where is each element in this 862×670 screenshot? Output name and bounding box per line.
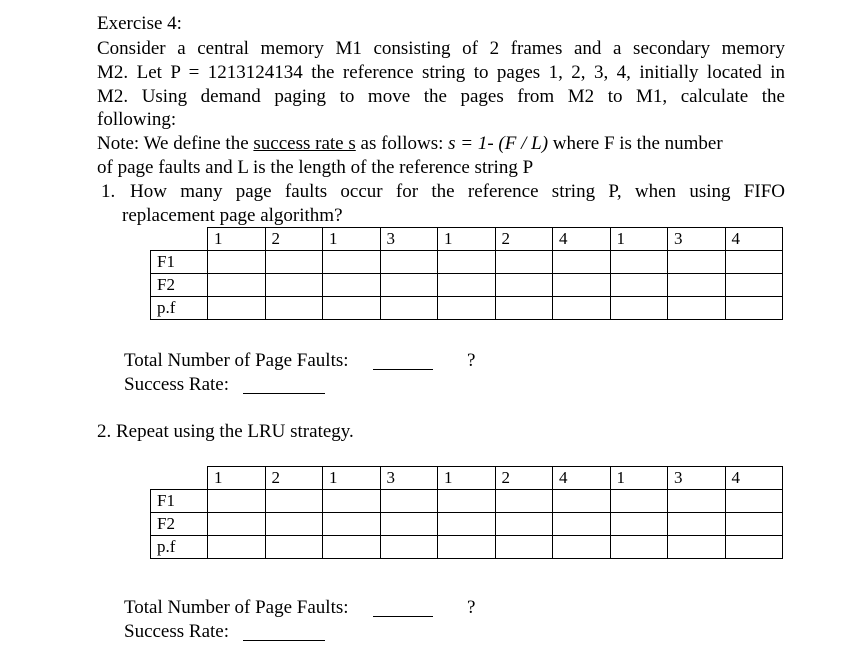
lru-row-label: F1 — [151, 490, 208, 513]
q2-total-blank — [373, 597, 433, 617]
intro-line-1: Consider a central memory M1 consisting of 2 frames and a secondary memory — [97, 38, 785, 59]
lru-cell — [668, 536, 726, 559]
fifo-ref-6: 2 — [495, 228, 553, 251]
q1-text-line-1: How many page faults occur for the reference string P, when using FIFO — [130, 181, 785, 202]
fifo-cell — [610, 274, 668, 297]
lru-cell — [668, 490, 726, 513]
lru-ref-7: 4 — [553, 467, 611, 490]
lru-cell — [323, 536, 381, 559]
lru-ref-9: 3 — [668, 467, 726, 490]
lru-cell — [380, 490, 438, 513]
fifo-cell — [610, 251, 668, 274]
fifo-ref-1: 1 — [208, 228, 266, 251]
lru-cell — [438, 513, 496, 536]
fifo-row-label: F2 — [151, 274, 208, 297]
q1-question-mark: ? — [467, 350, 476, 371]
lru-ref-8: 1 — [610, 467, 668, 490]
lru-cell — [208, 490, 266, 513]
fifo-ref-3: 1 — [323, 228, 381, 251]
q2-text: 2. Repeat using the LRU strategy. — [97, 421, 354, 442]
lru-cell — [265, 513, 323, 536]
fifo-cell — [323, 274, 381, 297]
fifo-cell — [495, 251, 553, 274]
fifo-ref-5: 1 — [438, 228, 496, 251]
fifo-row-f2 — [151, 274, 783, 297]
fifo-row-pf — [151, 297, 783, 320]
lru-cell — [725, 536, 783, 559]
lru-ref-5: 1 — [438, 467, 496, 490]
q1-number: 1. — [101, 181, 116, 202]
note-formula: s = 1- (F / L) — [448, 133, 549, 154]
fifo-row-label: p.f — [151, 297, 208, 320]
lru-ref-4: 3 — [380, 467, 438, 490]
fifo-ref-9: 3 — [668, 228, 726, 251]
lru-cell — [553, 513, 611, 536]
q1-text-line-2: replacement page algorithm? — [122, 205, 343, 226]
lru-cell — [208, 536, 266, 559]
fifo-cell — [380, 297, 438, 320]
lru-cell — [323, 513, 381, 536]
exercise-title: Exercise 4: — [97, 13, 182, 34]
fifo-cell — [265, 274, 323, 297]
lru-cell — [380, 536, 438, 559]
lru-row-pf — [151, 536, 783, 559]
lru-ref-1: 1 — [208, 467, 266, 490]
q1-total-blank — [373, 350, 433, 370]
intro-line-4: following: — [97, 109, 177, 130]
fifo-cell — [495, 274, 553, 297]
lru-row-label: F2 — [151, 513, 208, 536]
fifo-cell — [323, 251, 381, 274]
lru-cell — [495, 513, 553, 536]
q1-total-label: Total Number of Page Faults: — [124, 350, 349, 371]
note-suffix: where F is the number — [548, 133, 723, 154]
note-line-2: of page faults and L is the length of the reference string P — [97, 157, 534, 178]
fifo-cell — [553, 297, 611, 320]
lru-cell — [553, 490, 611, 513]
note-mid: as follows: — [355, 133, 449, 154]
fifo-cell — [438, 297, 496, 320]
fifo-cell — [323, 297, 381, 320]
fifo-table — [150, 227, 783, 320]
q1-success-label: Success Rate: — [124, 374, 230, 395]
fifo-cell — [495, 297, 553, 320]
fifo-cell — [380, 251, 438, 274]
lru-ref-6: 2 — [495, 467, 553, 490]
lru-cell — [438, 536, 496, 559]
q2-success-blank — [243, 621, 325, 641]
fifo-cell — [208, 297, 266, 320]
header-corner — [151, 228, 208, 251]
lru-cell — [265, 536, 323, 559]
fifo-cell — [553, 251, 611, 274]
fifo-cell — [438, 274, 496, 297]
lru-ref-3: 1 — [323, 467, 381, 490]
fifo-ref-2: 2 — [265, 228, 323, 251]
fifo-cell — [438, 251, 496, 274]
lru-header-row — [151, 467, 783, 490]
lru-cell — [438, 490, 496, 513]
lru-cell — [610, 490, 668, 513]
q2-total-label: Total Number of Page Faults: — [124, 597, 349, 618]
lru-cell — [495, 490, 553, 513]
lru-row-f2 — [151, 513, 783, 536]
lru-table — [150, 466, 783, 559]
fifo-cell — [265, 297, 323, 320]
fifo-ref-4: 3 — [380, 228, 438, 251]
fifo-cell — [265, 251, 323, 274]
lru-cell — [323, 490, 381, 513]
fifo-row-f1 — [151, 251, 783, 274]
fifo-ref-7: 4 — [553, 228, 611, 251]
fifo-cell — [553, 274, 611, 297]
q1-success-blank — [243, 374, 325, 394]
lru-cell — [265, 490, 323, 513]
fifo-cell — [208, 274, 266, 297]
fifo-cell — [725, 297, 783, 320]
lru-row-label: p.f — [151, 536, 208, 559]
fifo-cell — [725, 274, 783, 297]
fifo-ref-10: 4 — [725, 228, 783, 251]
intro-line-2: M2. Let P = 1213124134 the reference string to pages 1, 2, 3, 4, initially located in — [97, 62, 785, 83]
fifo-ref-8: 1 — [610, 228, 668, 251]
lru-cell — [610, 513, 668, 536]
lru-cell — [725, 490, 783, 513]
fifo-row-label: F1 — [151, 251, 208, 274]
lru-cell — [610, 536, 668, 559]
lru-cell — [495, 536, 553, 559]
lru-cell — [725, 513, 783, 536]
fifo-cell — [610, 297, 668, 320]
fifo-cell — [725, 251, 783, 274]
intro-line-3: M2. Using demand paging to move the pages from M2 to M1, calculate the — [97, 86, 785, 107]
lru-cell — [668, 513, 726, 536]
fifo-header-row — [151, 228, 783, 251]
fifo-cell — [380, 274, 438, 297]
lru-ref-10: 4 — [725, 467, 783, 490]
fifo-cell — [668, 297, 726, 320]
fifo-cell — [668, 251, 726, 274]
lru-cell — [380, 513, 438, 536]
note-success-rate-term: success rate s — [253, 133, 356, 154]
note-prefix: Note: We define the — [97, 133, 254, 154]
lru-ref-2: 2 — [265, 467, 323, 490]
q2-question-mark: ? — [467, 597, 476, 618]
lru-cell — [553, 536, 611, 559]
lru-cell — [208, 513, 266, 536]
q2-success-label: Success Rate: — [124, 621, 230, 642]
fifo-cell — [668, 274, 726, 297]
fifo-cell — [208, 251, 266, 274]
note-line-1 — [97, 133, 785, 155]
lru-row-f1 — [151, 490, 783, 513]
header-corner — [151, 467, 208, 490]
